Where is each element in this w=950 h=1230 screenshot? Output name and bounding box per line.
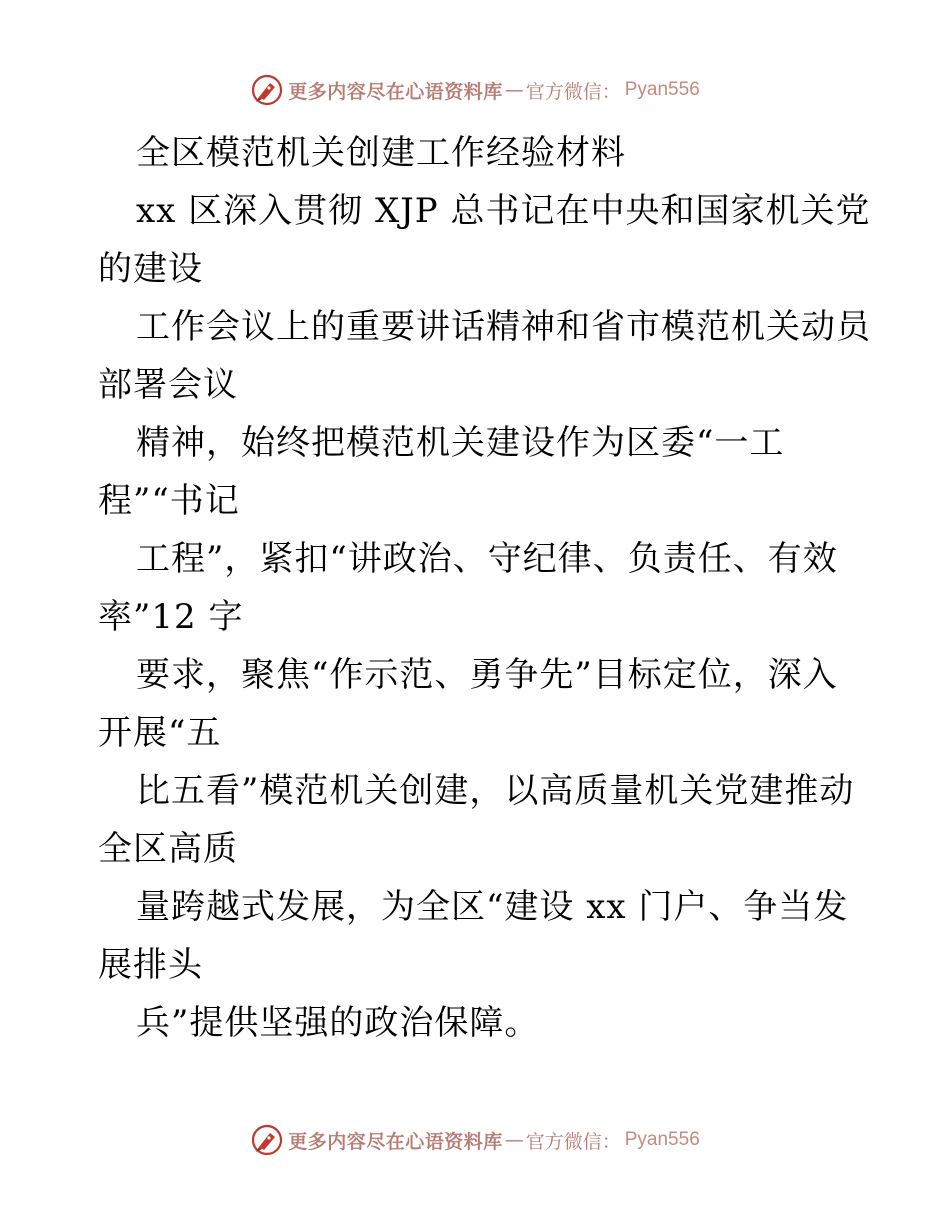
pen-nib-circle-icon — [250, 73, 284, 107]
document-title: 全区模范机关创建工作经验材料 — [136, 133, 626, 173]
text-line: 的建设 — [98, 249, 203, 289]
text-line: 要求，聚焦“作示范、勇争先”目标定位，深入 — [136, 655, 838, 695]
text-line: 比五看”模范机关创建，以高质量机关党建推动 — [136, 771, 855, 811]
watermark-text: 更多内容尽在心语资料库 — [288, 80, 503, 103]
text-line: 率”12 字 — [98, 597, 244, 637]
watermark-text: 更多内容尽在心语资料库 — [288, 1130, 503, 1153]
watermark-banner-top — [0, 70, 950, 110]
watermark-wechat-id: Pyan556 — [624, 79, 700, 100]
watermark-wechat-label: 官方微信： — [525, 80, 621, 103]
pen-nib-circle-icon — [250, 1123, 284, 1157]
text-line: 全区高质 — [98, 829, 238, 869]
text-line: 量跨越式发展，为全区“建设 xx 门户、争当发 — [136, 887, 849, 927]
watermark-wechat-label: 官方微信： — [525, 1130, 621, 1153]
watermark-banner-bottom — [0, 1120, 950, 1160]
watermark-dash: — — [504, 1129, 524, 1151]
text-line: 部署会议 — [98, 365, 238, 405]
text-line: 开展“五 — [98, 713, 222, 753]
watermark-dash: — — [504, 79, 524, 101]
text-line: 工程”，紧扣“讲政治、守纪律、负责任、有效 — [136, 539, 838, 579]
text-line: xx 区深入贯彻 XJP 总书记在中央和国家机关党 — [136, 191, 871, 231]
watermark-wechat-id: Pyan556 — [624, 1129, 700, 1150]
text-line: 工作会议上的重要讲话精神和省市模范机关动员 — [136, 307, 871, 347]
text-line: 精神，始终把模范机关建设作为区委“一工 — [136, 423, 785, 463]
text-line: 程”“书记 — [98, 481, 240, 521]
text-line: 兵”提供坚强的政治保障。 — [136, 1003, 540, 1043]
text-line: 展排头 — [98, 945, 203, 985]
document-body — [98, 124, 871, 1052]
